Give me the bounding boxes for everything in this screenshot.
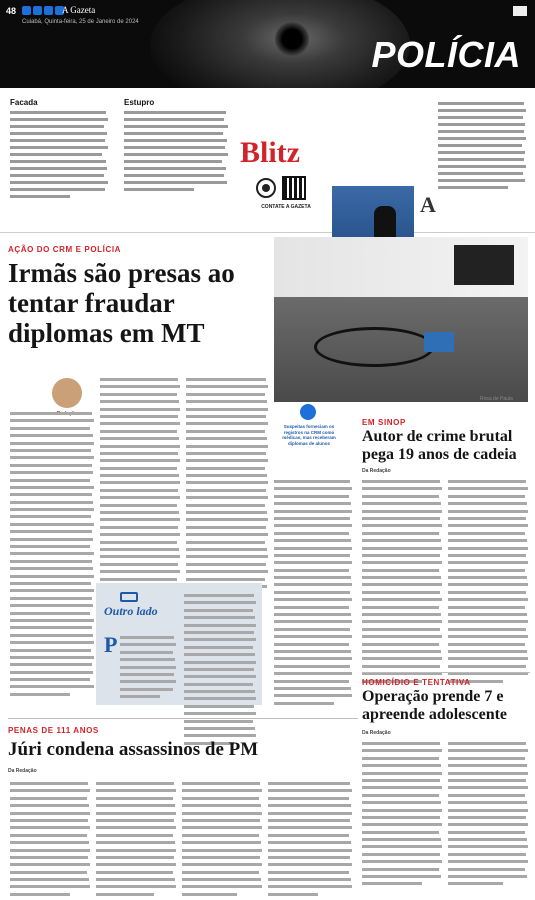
outro-lado-dropcap: P xyxy=(104,632,118,657)
story-right-2-headline: Operação prende 7 e apreende adolescente xyxy=(362,688,508,723)
main-text-col4 xyxy=(274,480,352,709)
main-text-col1 xyxy=(10,412,94,700)
story-right-1-headline: Autor de crime brutal pega 19 anos de cadeia xyxy=(362,428,517,463)
story-bottom-headline: Júri condena assassinos de PM xyxy=(8,739,259,760)
main-text-col2 xyxy=(100,378,180,600)
whatsapp-icon xyxy=(256,178,276,198)
qr-caption: CONTATE A GAZETA xyxy=(261,204,311,210)
story-bottom-byline: Da Redação xyxy=(8,768,37,774)
brief-text xyxy=(10,111,110,198)
blitz-logo: Blitz xyxy=(240,136,300,169)
outro-lado-title: Outro lado xyxy=(104,604,158,618)
main-kicker: AÇÃO DO CRM E POLÍCIA xyxy=(8,245,122,254)
photo-side-note: Suspeitas forneciam os registros na CRM como médicas, mas receberam diplomas de alunos xyxy=(282,424,336,446)
outro-lado-text xyxy=(120,636,176,703)
story-right-1-byline: Da Redação xyxy=(362,468,391,474)
blitz-strip xyxy=(0,88,535,233)
outro-lado-text-2 xyxy=(184,594,256,749)
story-bottom-col3 xyxy=(182,782,262,900)
page-header xyxy=(0,0,535,88)
corner-mark xyxy=(513,6,527,16)
divider xyxy=(362,672,530,673)
section-title: POLÍCIA xyxy=(371,34,521,75)
brief-facada xyxy=(10,98,110,202)
story-right-2-kicker: HOMICÍDIO E TENTATIVA xyxy=(362,678,471,687)
dateline: Cuiabá, Quinta-feira, 25 de Janeiro de 2024 xyxy=(22,19,139,25)
story-right-1-col1 xyxy=(362,480,442,687)
story-right-1-col2 xyxy=(448,480,528,687)
drop-cap: A xyxy=(420,192,436,217)
photo-credit: Rosa de Paula xyxy=(480,396,513,402)
story-right-2-col2 xyxy=(448,742,528,890)
story-bottom-col4 xyxy=(268,782,352,900)
brief-title: Facada xyxy=(10,98,38,107)
page-number: 48 xyxy=(6,6,17,16)
main-photo xyxy=(274,237,528,402)
author-avatar xyxy=(52,378,82,408)
story-right-2-byline: Da Redação xyxy=(362,730,391,736)
main-text-col3 xyxy=(186,378,268,600)
newspaper-name: A Gazeta xyxy=(62,5,96,15)
story-bottom-col2 xyxy=(96,782,176,900)
brief-title: Estupro xyxy=(124,98,155,107)
divider xyxy=(8,718,358,719)
brief-text xyxy=(124,111,230,191)
eye-pupil xyxy=(275,22,309,56)
brief-text xyxy=(438,102,528,189)
story-bottom-kicker: PENAS DE 111 ANOS xyxy=(8,726,99,735)
brief-estupro xyxy=(124,98,230,195)
chat-icon xyxy=(120,592,138,602)
newspaper-logo-icon xyxy=(22,6,64,15)
story-right-1-kicker: EM SINOP xyxy=(362,418,406,427)
phone-icon xyxy=(300,404,316,420)
brief-right xyxy=(438,102,528,193)
story-right-2-col1 xyxy=(362,742,442,890)
main-headline: Irmãs são presas ao tentar fraudar diplomas em MT xyxy=(8,258,235,349)
story-bottom-col1 xyxy=(10,782,90,900)
qr-code-icon xyxy=(282,176,306,200)
